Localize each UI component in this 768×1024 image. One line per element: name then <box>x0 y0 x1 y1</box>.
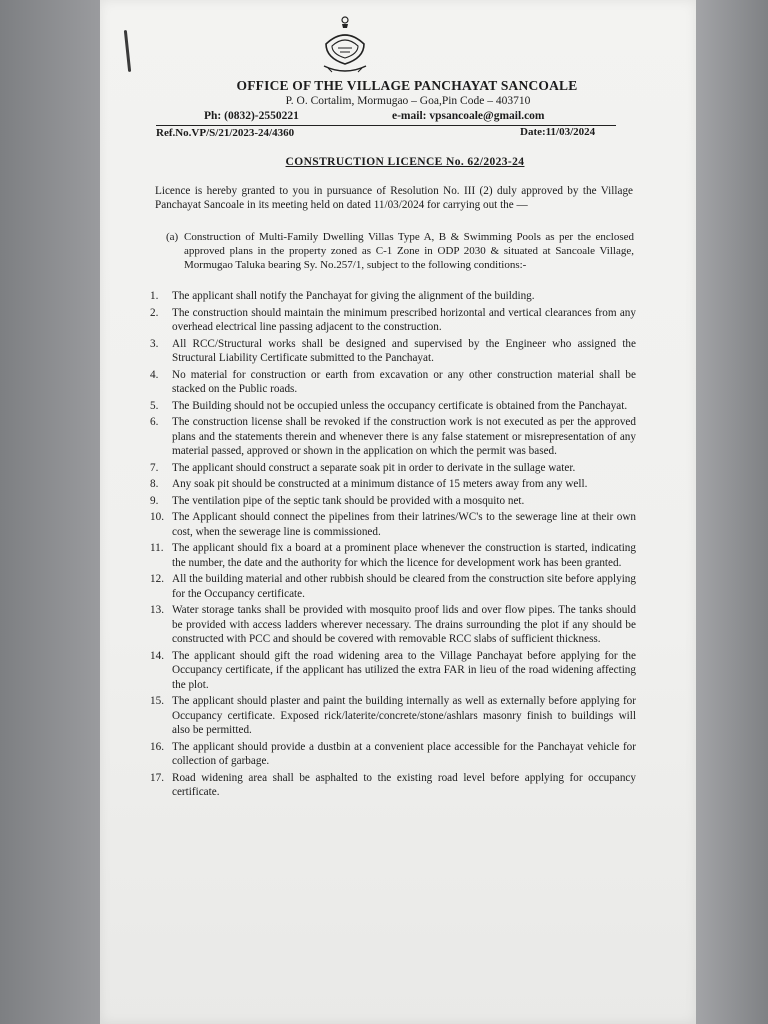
condition-item <box>150 694 636 738</box>
condition-number: 2. <box>150 306 159 319</box>
background-right <box>696 0 768 1024</box>
condition-number: 13. <box>150 604 164 616</box>
condition-text: The construction license shall be revoked if the construction work is not executed as per the approved plans and the statements therein and whenever there is any false statement or misrepresentation of any material passed, approved or shown in the application on which the permit was based. <box>172 416 636 457</box>
condition-text: Water storage tanks shall be provided with mosquito proof lids and over flow pipes. The tanks should be provided with access ladders wherever necessary. The drains surrounding the plot if any should be constructed with PCC and should be covered with removable RCC slabs of sufficient thickness. <box>172 604 636 645</box>
condition-text: All the building material and other rubbish should be cleared from the construction site before applying for the Occupancy certificate. <box>172 573 636 600</box>
government-emblem-icon <box>318 14 372 76</box>
condition-item <box>150 399 636 414</box>
condition-number: 10. <box>150 511 164 523</box>
condition-item <box>150 289 636 304</box>
condition-text: The applicant should plaster and paint the building internally as well as externally before applying for Occupancy certificate. Exposed rick/laterite/concrete/stone/ashlars masonry finish to buildings will also be permitted. <box>172 695 636 736</box>
clause-a <box>166 230 634 272</box>
reference-number: Ref.No.VP/S/21/2023-24/4360 <box>156 127 295 139</box>
condition-number: 11. <box>150 542 164 554</box>
condition-item <box>150 477 636 492</box>
condition-item <box>150 649 636 693</box>
condition-number: 15. <box>150 695 164 707</box>
condition-text: Road widening area shall be asphalted to the existing road level before applying for occupancy certificate. <box>172 771 636 798</box>
condition-item <box>150 541 636 570</box>
licence-intro: Licence is hereby granted to you in pursuance of Resolution No. III (2) duly approved by the Village Panchayat Sancoale in its meeting held on dated 11/03/2024 for carrying out the — <box>155 185 633 211</box>
licence-title: CONSTRUCTION LICENCE No. 62/2023-24 <box>285 156 525 168</box>
background-left <box>0 0 100 1024</box>
condition-item <box>150 740 636 769</box>
document-page <box>100 0 696 1024</box>
condition-item <box>150 337 636 366</box>
condition-text: The applicant should provide a dustbin at a convenient place accessible for the Panchayat vehicle for collection of garbage. <box>172 740 636 767</box>
condition-item <box>150 306 636 335</box>
document-date: Date:11/03/2024 <box>520 126 596 138</box>
condition-number: 9. <box>150 494 159 507</box>
condition-text: The applicant should fix a board at a prominent place whenever the construction is started, indicating the number, the date and the authority for which the licence for development work has been granted. <box>172 542 636 569</box>
condition-number: 14. <box>150 649 164 662</box>
condition-item <box>150 461 636 476</box>
condition-number: 12. <box>150 573 164 585</box>
pen-mark <box>124 30 131 72</box>
condition-item <box>150 415 636 459</box>
condition-number: 8. <box>150 478 159 490</box>
condition-item <box>150 771 636 800</box>
office-address: P. O. Cortalim, Mormugao – Goa,Pin Code – 403710 <box>285 95 531 107</box>
condition-text: The applicant should gift the road widening area to the Village Panchayat before applying for the Occupancy certificate, if the applicant has utilized the extra FAR in lieu of the road widening affecting the plot. <box>172 649 636 691</box>
condition-text: The construction should maintain the minimum prescribed horizontal and vertical clearances from any overhead electrical line passing adjacent to the construction. <box>172 306 636 333</box>
condition-text: The ventilation pipe of the septic tank should be provided with a mosquito net. <box>172 494 525 507</box>
condition-text: All RCC/Structural works shall be designed and supervised by the Engineer who assigned the Structural Liability Certificate submitted to the Panchayat. <box>172 337 636 364</box>
condition-item <box>150 510 636 539</box>
condition-number: 3. <box>150 337 159 350</box>
condition-item <box>150 494 636 509</box>
condition-number: 17. <box>150 771 164 784</box>
office-email: e-mail: vpsancoale@gmail.com <box>392 110 545 122</box>
office-phone: Ph: (0832)-2550221 <box>204 110 299 122</box>
condition-text: No material for construction or earth from excavation or any other construction material shall be stacked on the Public roads. <box>172 368 636 395</box>
condition-text: The applicant shall notify the Panchayat for giving the alignment of the building. <box>172 290 535 302</box>
conditions-list <box>150 289 636 802</box>
condition-text: The applicant should construct a separate soak pit in order to derivate in the sullage water. <box>172 461 576 474</box>
condition-text: The Applicant should connect the pipelines from their latrines/WC's to the sewerage line at their own cost, when the sewerage line is commissioned. <box>172 511 636 538</box>
clause-a-label: (a) <box>166 231 179 243</box>
condition-text: Any soak pit should be constructed at a minimum distance of 15 meters away from any well. <box>172 478 588 490</box>
office-title: OFFICE OF THE VILLAGE PANCHAYAT SANCOALE <box>236 78 578 93</box>
condition-number: 7. <box>150 461 159 474</box>
clause-a-text: Construction of Multi-Family Dwelling Villas Type A, B & Swimming Pools as per the enclosed approved plans in the property zoned as C-1 Zone in ODP 2030 & situated at Sancoale Village, Mormugao Taluka bearing Sy. No.257/1, subject to the following conditions:- <box>184 231 634 271</box>
condition-text: The Building should not be occupied unless the occupancy certificate is obtained from the Panchayat. <box>172 399 628 412</box>
condition-number: 4. <box>150 368 159 381</box>
condition-number: 5. <box>150 399 159 412</box>
condition-number: 6. <box>150 416 159 428</box>
condition-item <box>150 603 636 647</box>
condition-item <box>150 572 636 601</box>
condition-number: 16. <box>150 740 164 753</box>
condition-number: 1. <box>150 290 159 302</box>
condition-item <box>150 368 636 397</box>
